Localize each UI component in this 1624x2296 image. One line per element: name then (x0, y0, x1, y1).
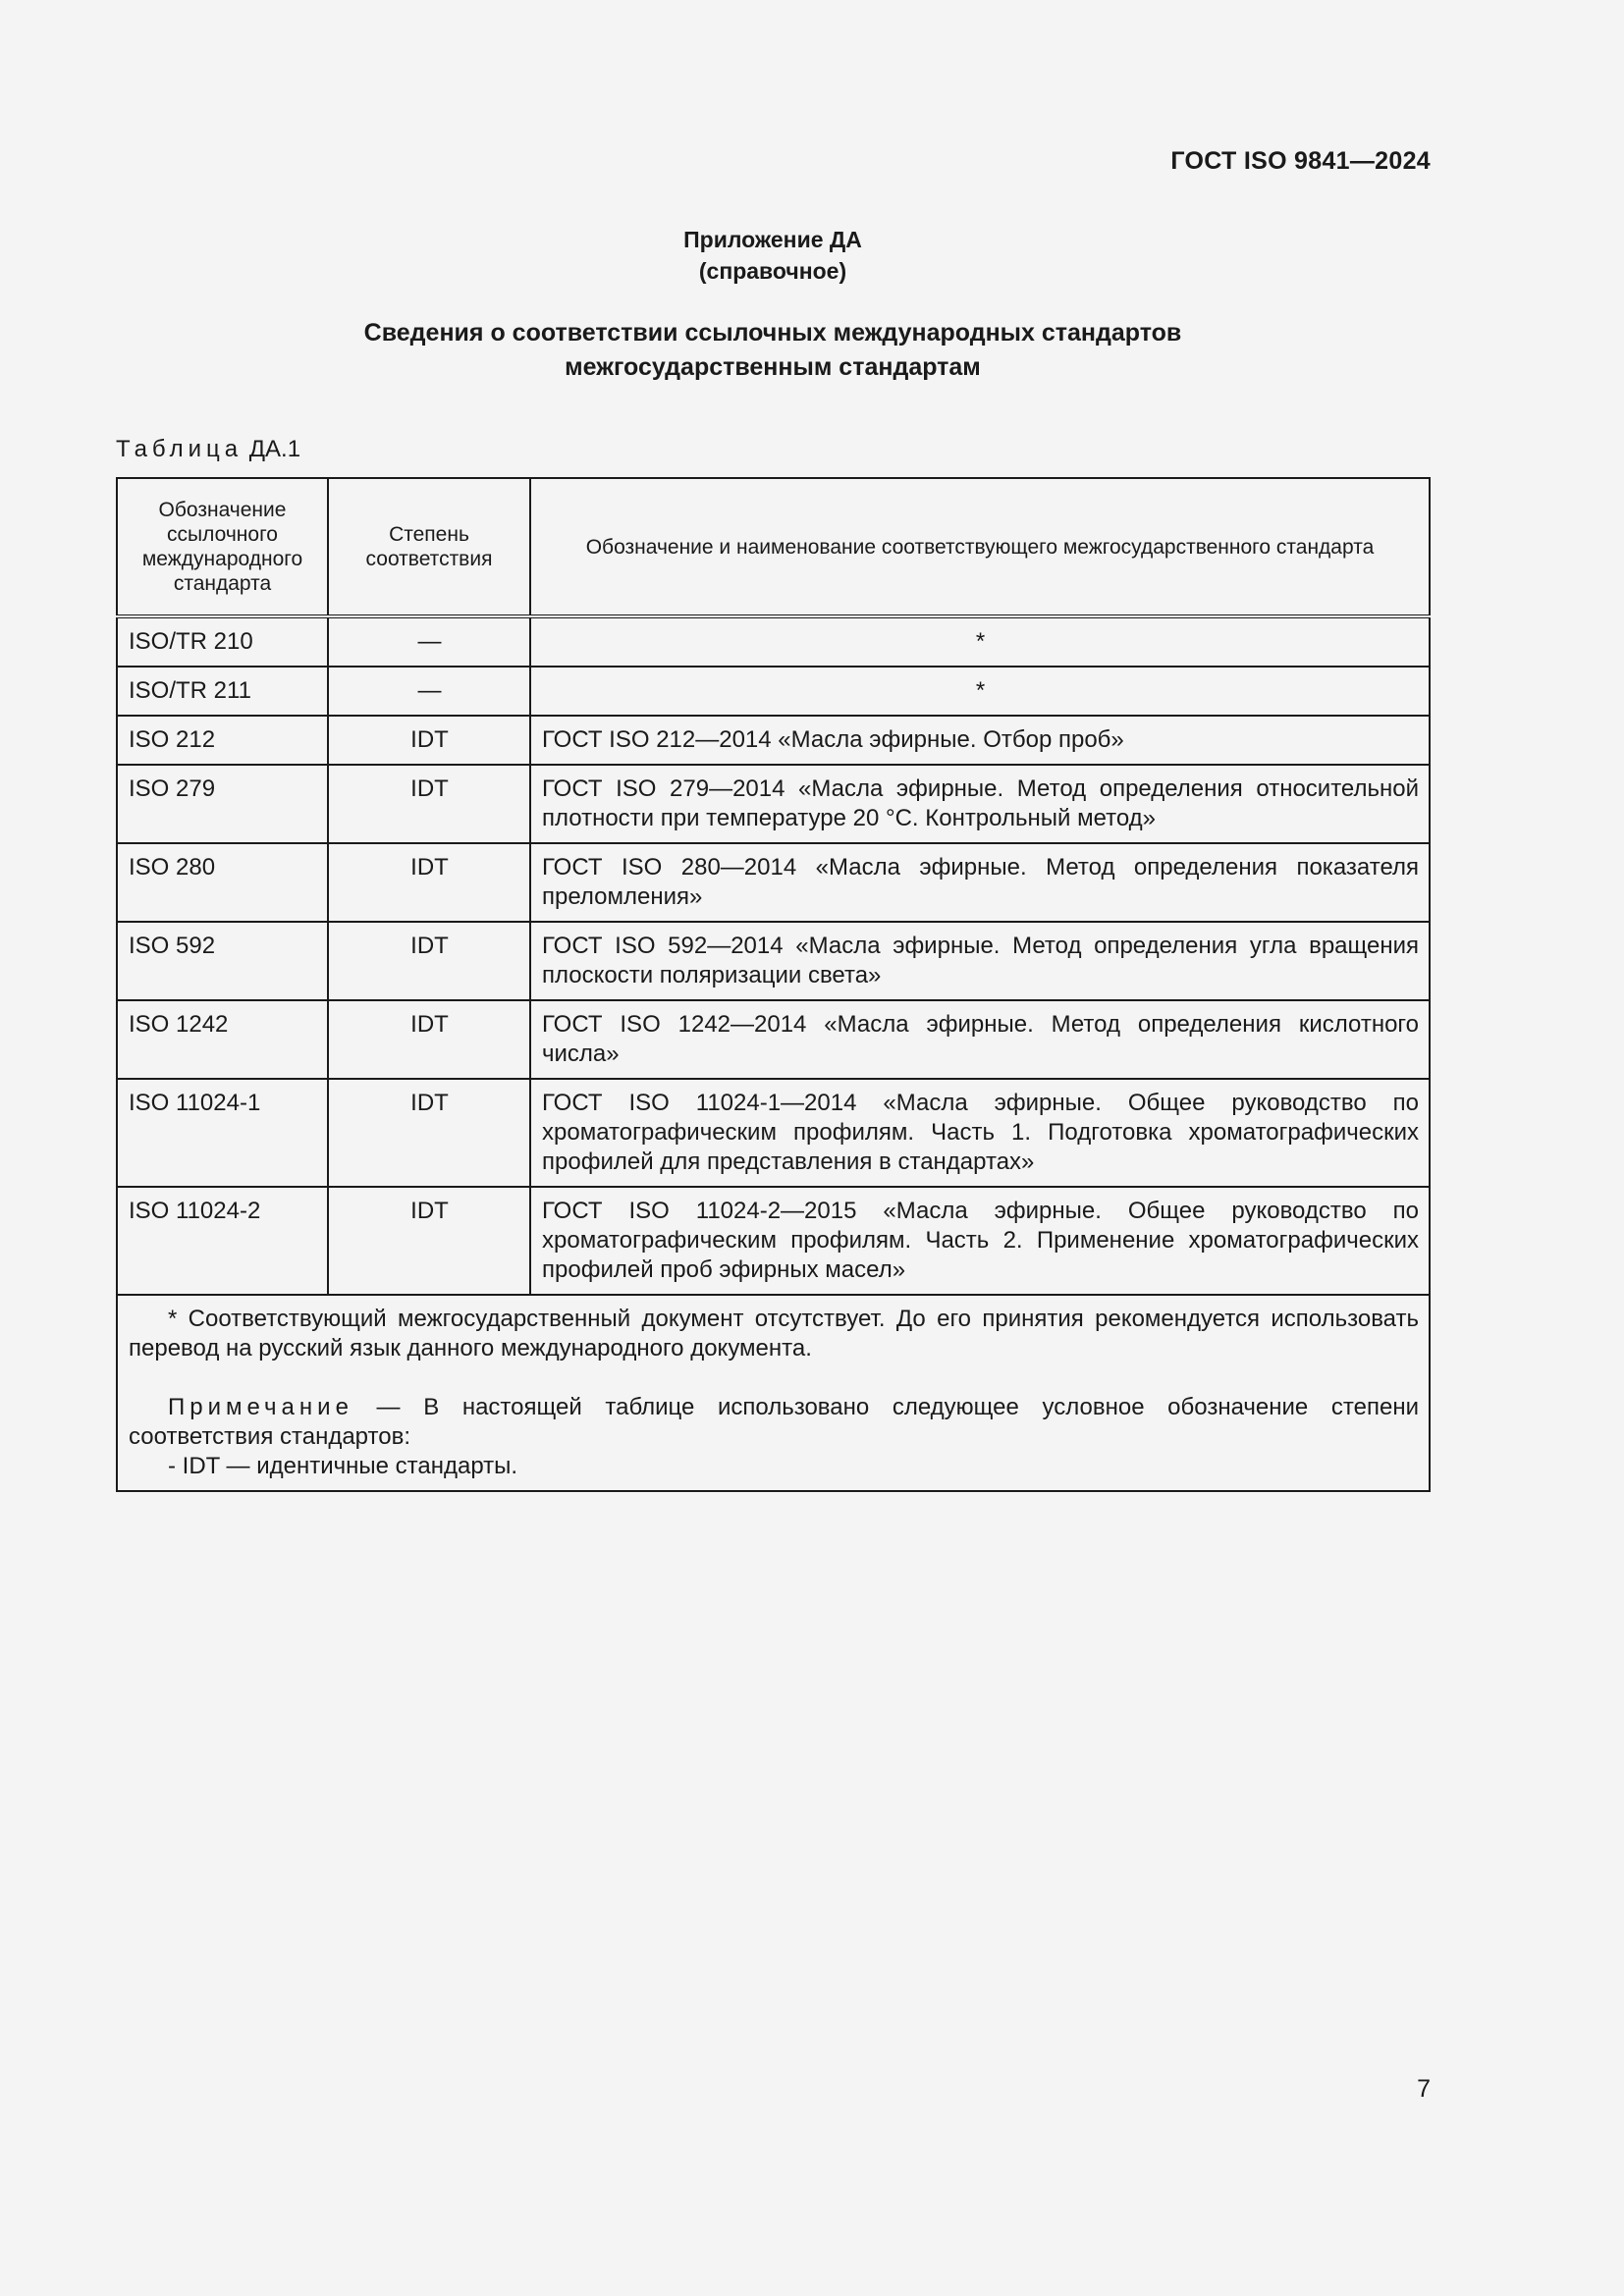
document-code: ГОСТ ISO 9841—2024 (1170, 147, 1431, 175)
cell-reference: ISO/TR 210 (117, 616, 328, 667)
cell-reference: ISO 1242 (117, 1000, 328, 1079)
table-row (117, 1187, 1430, 1295)
table-caption (116, 436, 300, 463)
table-header-row (117, 478, 1430, 616)
cell-interstate-standard: ГОСТ ISO 11024-2—2015 «Масла эфирные. Общее руководство по хроматографическим профилям. Часть 2. Применение хроматографических профилей проб эфирных масел» (530, 1187, 1430, 1295)
appendix-subtitle: (справочное) (698, 258, 847, 284)
cell-degree: IDT (328, 922, 530, 1000)
table-row (117, 616, 1430, 667)
table-notes (117, 1295, 1430, 1491)
table-row (117, 922, 1430, 1000)
cell-reference: ISO/TR 211 (117, 667, 328, 716)
cell-interstate-standard: ГОСТ ISO 1242—2014 «Масла эфирные. Метод определения кислотного числа» (530, 1000, 1430, 1079)
cell-reference: ISO 212 (117, 716, 328, 765)
cell-degree: IDT (328, 843, 530, 922)
header-reference-standard: Обозначение ссылочного международного стандарта (117, 478, 328, 616)
footnote: * Соответствующий межгосударственный документ отсутствует. До его принятия рекомендуется использовать перевод на русский язык данного международного документа. (129, 1306, 1419, 1362)
cell-interstate-standard: * (530, 667, 1430, 716)
section-title (0, 316, 1545, 385)
header-interstate-standard: Обозначение и наименование соответствующего межгосударственного стандарта (530, 478, 1430, 616)
reference-table (116, 477, 1431, 1492)
table-body (117, 616, 1430, 1295)
cell-degree: IDT (328, 1187, 530, 1295)
note-text: — В настоящей таблице использовано следующее условное обозначение степени соответствия стандартов: (129, 1394, 1419, 1450)
note (129, 1393, 1419, 1452)
table-row (117, 843, 1430, 922)
cell-interstate-standard: * (530, 616, 1430, 667)
cell-reference: ISO 592 (117, 922, 328, 1000)
table-row (117, 716, 1430, 765)
cell-degree: — (328, 616, 530, 667)
cell-reference: ISO 11024-1 (117, 1079, 328, 1187)
cell-degree: IDT (328, 1000, 530, 1079)
cell-interstate-standard: ГОСТ ISO 279—2014 «Масла эфирные. Метод определения относительной плотности при температуре 20 °С. Контрольный метод» (530, 765, 1430, 843)
appendix-title: Приложение ДА (683, 227, 862, 252)
cell-reference: ISO 11024-2 (117, 1187, 328, 1295)
header-degree: Степень соответствия (328, 478, 530, 616)
table-caption-label: Таблица (116, 436, 244, 462)
table-row (117, 1079, 1430, 1187)
cell-degree: — (328, 667, 530, 716)
cell-interstate-standard: ГОСТ ISO 11024-1—2014 «Масла эфирные. Общее руководство по хроматографическим профилям. Часть 1. Подготовка хроматографических профилей для представления в стандартах» (530, 1079, 1430, 1187)
section-title-line2: межгосударственным стандартам (565, 353, 981, 381)
cell-interstate-standard: ГОСТ ISO 212—2014 «Масла эфирные. Отбор проб» (530, 716, 1430, 765)
appendix-heading (0, 224, 1545, 287)
cell-degree: IDT (328, 1079, 530, 1187)
table-row (117, 1000, 1430, 1079)
note-list-item: - IDT — идентичные стандарты. (168, 1453, 518, 1479)
section-title-line1: Сведения о соответствии ссылочных международных стандартов (363, 319, 1182, 347)
cell-interstate-standard: ГОСТ ISO 592—2014 «Масла эфирные. Метод определения угла вращения плоскости поляризации света» (530, 922, 1430, 1000)
table-row (117, 765, 1430, 843)
cell-reference: ISO 280 (117, 843, 328, 922)
cell-interstate-standard: ГОСТ ISO 280—2014 «Масла эфирные. Метод определения показателя преломления» (530, 843, 1430, 922)
table-notes-row (117, 1295, 1430, 1491)
note-label: Примечание (168, 1394, 353, 1420)
table-caption-number: ДА.1 (248, 436, 301, 462)
table-row (117, 667, 1430, 716)
cell-degree: IDT (328, 716, 530, 765)
page-number: 7 (1417, 2075, 1431, 2103)
cell-reference: ISO 279 (117, 765, 328, 843)
cell-degree: IDT (328, 765, 530, 843)
